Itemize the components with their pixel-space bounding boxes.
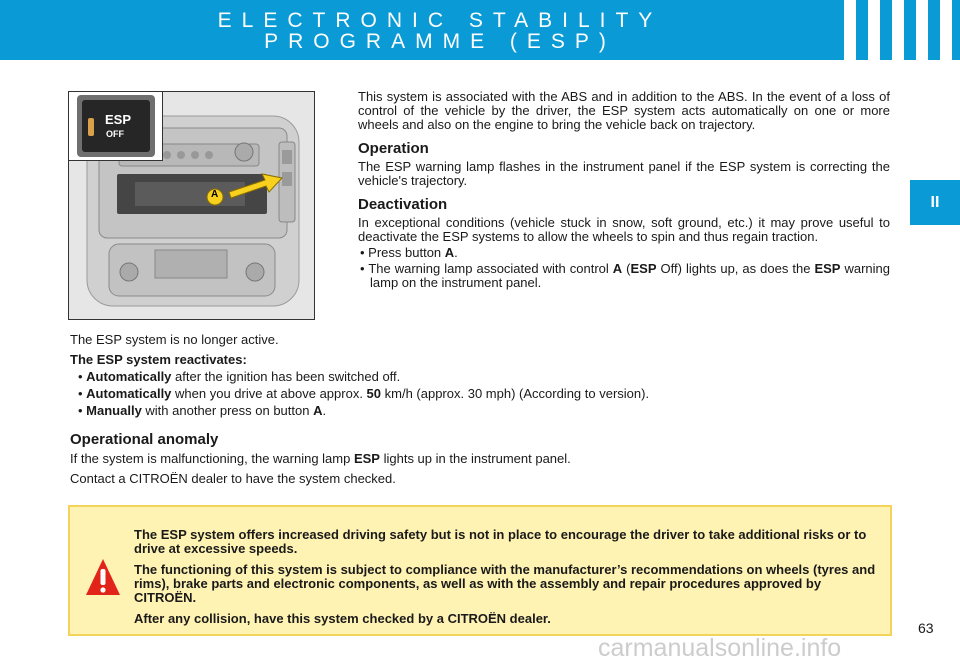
warning-text — [134, 528, 884, 633]
warning-paragraph-2: The functioning of this system is subject to compliance with the manufacturer’s recommendations on wheels (tyres and rims), brake parts and electronic components, as well as with the assembly and repair procedures approved by CITROËN. — [134, 562, 876, 605]
anomaly-text: If the system is malfunctioning, the warning lamp — [70, 451, 354, 466]
anomaly-line-1 — [70, 451, 890, 466]
stripe — [868, 0, 880, 60]
page-number: 63 — [918, 620, 934, 636]
reactivates-bullet-2: • Automatically when you drive at above approx. 50 km/h (approx. 30 mph) (According to version). — [78, 386, 650, 401]
page-header — [0, 0, 960, 60]
warning-box — [68, 505, 892, 636]
callout-label: A — [211, 189, 219, 200]
bullet-text: Press button — [368, 245, 445, 260]
header-stripes — [840, 0, 960, 60]
bullet-text: km/h (approx. 30 mph) (According to version). — [381, 386, 650, 401]
esp-button-inset — [68, 91, 163, 161]
warning-paragraph-3: After any collision, have this system checked by a CITROËN dealer. — [134, 611, 551, 626]
stripe — [844, 0, 856, 60]
bullet-text: when you drive at above approx. — [171, 386, 367, 401]
stripe — [916, 0, 928, 60]
chapter-tab[interactable]: II — [910, 180, 960, 225]
warning-paragraph-1: The ESP system offers increased driving safety but is not in place to encourage the driver to take additional risks or to drive at excessive speeds. — [134, 527, 867, 556]
mode-label: Automatically — [86, 386, 172, 401]
title-line-1: ELECTRONIC STABILITY — [217, 9, 663, 32]
page-title — [170, 10, 710, 52]
deactivation-text: In exceptional conditions (vehicle stuck in snow, soft ground, etc.) it may prove useful to deactivate the ESP systems to allow the wheels to spin and thus regain traction. — [358, 215, 890, 244]
operation-heading: Operation — [358, 140, 429, 157]
bullet-text: The warning lamp associated with control — [368, 261, 613, 276]
reactivates-heading: The ESP system reactivates: — [70, 352, 247, 367]
esp-ref: ESP — [630, 261, 657, 276]
no-longer-active-text: The ESP system is no longer active. — [70, 332, 279, 347]
bullet-text: Off) lights up, as does the — [656, 261, 815, 276]
stripe — [892, 0, 904, 60]
watermark: carmanualsonline.info — [598, 634, 842, 662]
button-ref: A — [313, 403, 323, 418]
button-label-bottom: OFF — [106, 129, 124, 139]
reactivates-bullet-3: • Manually with another press on button A. — [78, 403, 327, 418]
button-label-top: ESP — [105, 112, 132, 127]
reactivates-bullet-1: • Automatically after the ignition has been switched off. — [78, 369, 401, 384]
stripe — [940, 0, 952, 60]
bullet-text: warning lamp on the instrument panel. — [370, 261, 890, 290]
esp-ref: ESP — [353, 451, 380, 466]
right-column — [358, 90, 890, 290]
anomaly-line-2: Contact a CITROËN dealer to have the system checked. — [70, 471, 396, 486]
esp-ref: ESP — [814, 261, 841, 276]
anomaly-heading: Operational anomaly — [70, 431, 219, 448]
bullet-text: with another press on button — [141, 403, 314, 418]
lower-section — [70, 332, 890, 486]
bullet-text: . — [454, 245, 458, 260]
bullet-text: ( — [622, 261, 631, 276]
esp-button-drawing — [69, 92, 164, 162]
bullet-text: . — [322, 403, 327, 418]
mode-label: Manually — [86, 403, 142, 418]
deactivation-bullet-1: • Press button A. — [360, 245, 458, 260]
speed-value: 50 — [366, 386, 382, 401]
mode-label: Automatically — [86, 369, 172, 384]
button-ref: A — [612, 261, 623, 276]
bullet-text: after the ignition has been switched off. — [171, 369, 401, 384]
intro-paragraph: This system is associated with the ABS and in addition to the ABS. In the event of a loss of control of the vehicle by the driver, the ESP system acts automatically on one or more wheels and also on the engine to bring the vehicle back on trajectory. — [358, 89, 890, 132]
title-line-2: PROGRAMME (ESP) — [264, 30, 616, 53]
button-ref: A — [444, 245, 455, 260]
anomaly-text: lights up in the instrument panel. — [379, 451, 571, 466]
warning-triangle-icon — [84, 557, 122, 597]
operation-text: The ESP warning lamp flashes in the instrument panel if the ESP system is correcting the vehicle's trajectory. — [358, 159, 890, 188]
deactivation-bullet-2: • The warning lamp associated with control A (ESP Off) lights up, as does the ESP warning lamp on the instrument panel. — [360, 261, 890, 290]
deactivation-heading: Deactivation — [358, 196, 448, 213]
